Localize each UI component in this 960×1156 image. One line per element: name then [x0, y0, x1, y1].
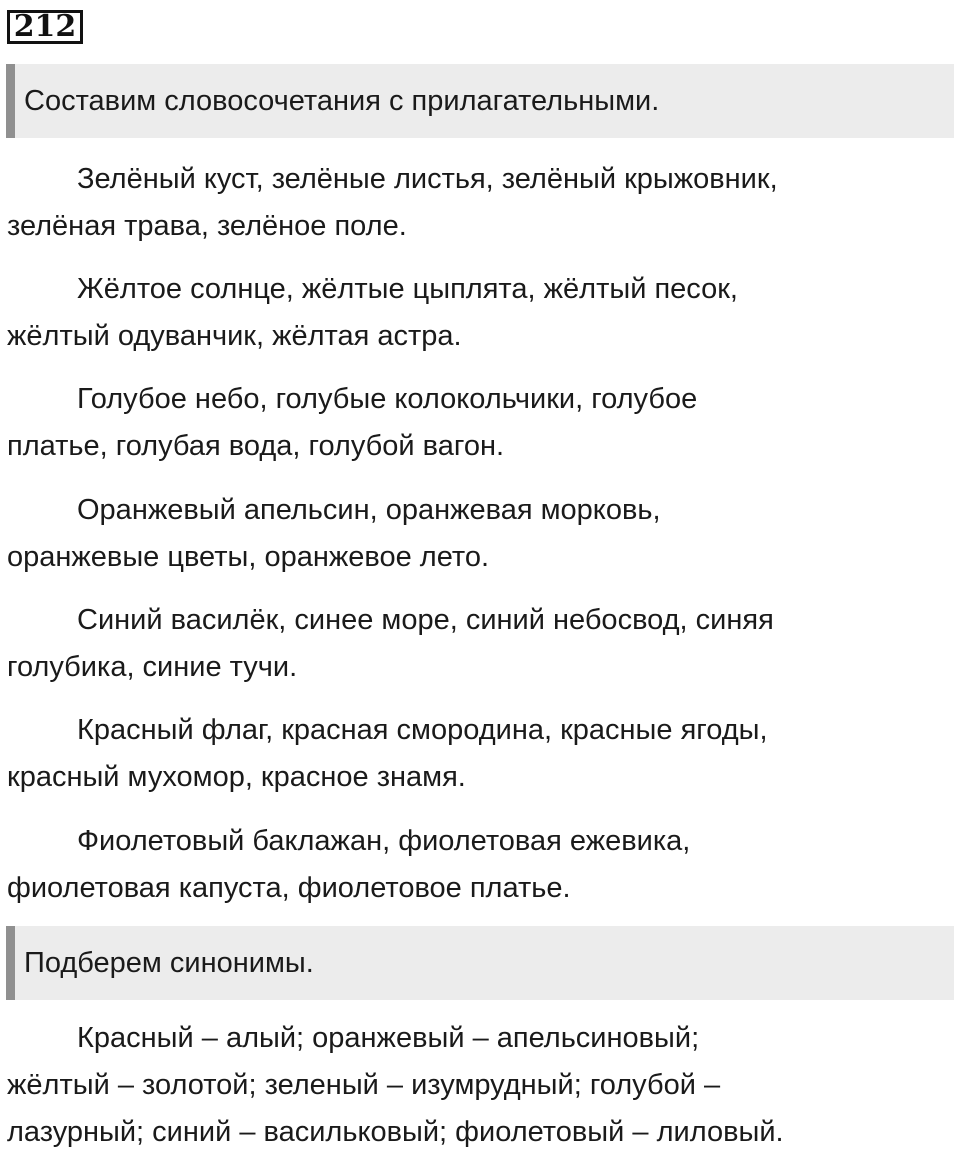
- text-line: Синий василёк, синее море, синий небосвод, синяя: [77, 604, 774, 636]
- text-line: Красный флаг, красная смородина, красные ягоды,: [77, 714, 768, 746]
- section-heading-collocations: [6, 64, 954, 138]
- text-line: Жёлтое солнце, жёлтые цыплята, жёлтый песок,: [77, 273, 738, 305]
- text-line: фиолетовая капуста, фиолетовое платье.: [7, 872, 571, 904]
- text-line: лазурный; синий – васильковый; фиолетовый – лиловый.: [7, 1116, 784, 1148]
- section-heading-text: Подберем синонимы.: [24, 946, 314, 979]
- paragraph-light-blue: [7, 376, 953, 470]
- paragraph-synonyms: [7, 1015, 953, 1156]
- paragraph-yellow: [7, 266, 953, 360]
- section-heading-text: Составим словосочетания с прилагательными.: [24, 84, 660, 117]
- text-line: Красный – алый; оранжевый – апельсиновый;: [77, 1022, 700, 1054]
- paragraph-red: [7, 707, 953, 801]
- section-heading-synonyms: [6, 926, 954, 1000]
- text-line: красный мухомор, красное знамя.: [7, 761, 466, 793]
- paragraph-orange: [7, 487, 953, 581]
- text-line: голубика, синие тучи.: [7, 651, 298, 683]
- text-line: зелёная трава, зелёное поле.: [7, 210, 407, 242]
- text-line: жёлтый одуванчик, жёлтая астра.: [7, 320, 462, 352]
- text-line: Фиолетовый баклажан, фиолетовая ежевика,: [77, 825, 691, 857]
- paragraph-green: [7, 156, 953, 250]
- paragraph-violet: [7, 818, 953, 912]
- text-line: оранжевые цветы, оранжевое лето.: [7, 541, 490, 573]
- paragraph-blue: [7, 597, 953, 691]
- text-line: Зелёный куст, зелёные листья, зелёный крыжовник,: [77, 163, 778, 195]
- text-line: Голубое небо, голубые колокольчики, голубое: [77, 383, 698, 415]
- text-line: платье, голубая вода, голубой вагон.: [7, 430, 505, 462]
- text-line: жёлтый – золотой; зеленый – изумрудный; голубой –: [7, 1069, 721, 1101]
- task-number: 212: [7, 10, 83, 44]
- text-line: Оранжевый апельсин, оранжевая морковь,: [77, 494, 661, 526]
